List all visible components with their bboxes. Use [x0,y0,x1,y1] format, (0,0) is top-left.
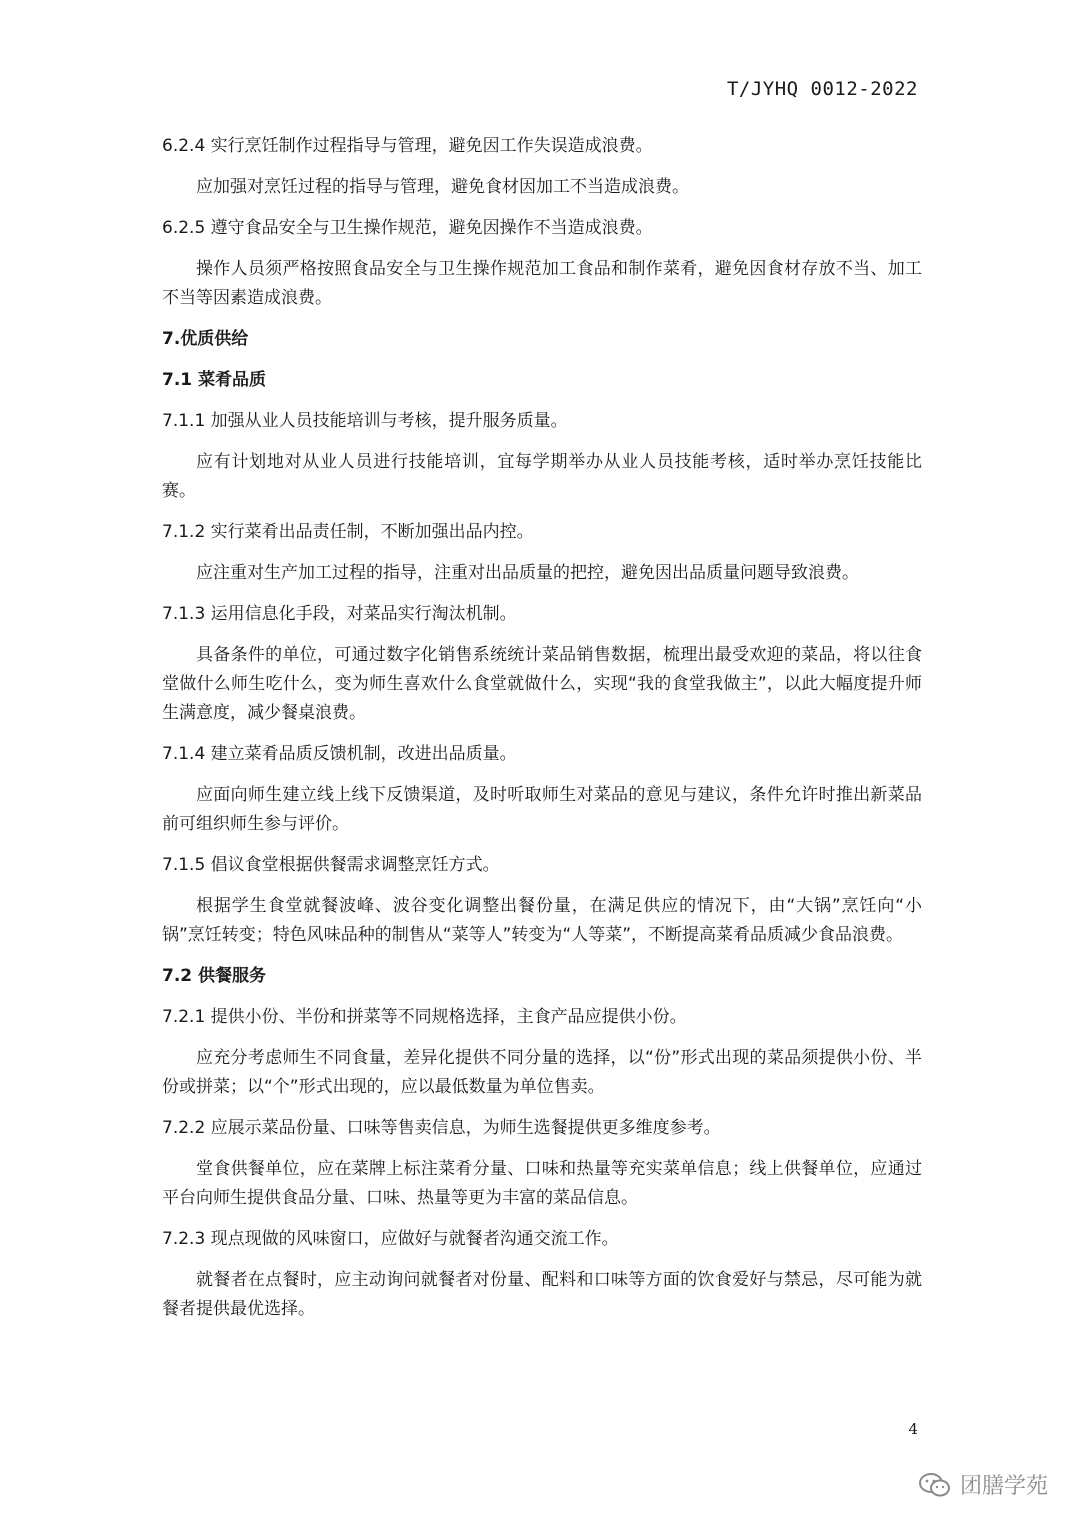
paragraph: 应面向师生建立线上线下反馈渠道，及时听取师生对菜品的意见与建议，条件允许时推出新菜品前可组织师生参与评价。 [162,785,922,834]
paragraph: 应加强对烹饪过程的指导与管理，避免食材因加工不当造成浪费。 [196,177,689,197]
section-heading: 7.2 供餐服务 [162,966,267,986]
clause-title: 7.1.1 加强从业人员技能培训与考核，提升服务质量。 [162,411,568,431]
clause-title: 7.1.2 实行菜肴出品责任制，不断加强出品内控。 [162,522,534,542]
paragraph: 操作人员须严格按照食品安全与卫生操作规范加工食品和制作菜肴，避免因食材存放不当、加工不当等因素造成浪费。 [162,259,922,308]
document-code: T/JYHQ 0012-2022 [726,78,918,100]
paragraph: 具备条件的单位，可通过数字化销售系统统计菜品销售数据，梳理出最受欢迎的菜品，将以往食堂做什么师生吃什么，变为师生喜欢什么食堂就做什么，实现“我的食堂我做主”，以此大幅度提升师生满意度，减少餐桌浪费。 [162,645,922,723]
paragraph: 应有计划地对从业人员进行技能培训，宜每学期举办从业人员技能考核，适时举办烹饪技能比赛。 [162,452,922,501]
paragraph: 堂食供餐单位，应在菜牌上标注菜肴分量、口味和热量等充实菜单信息；线上供餐单位，应通过平台向师生提供食品分量、口味、热量等更为丰富的菜品信息。 [162,1159,922,1208]
clause-title: 7.2.1 提供小份、半份和拼菜等不同规格选择，主食产品应提供小份。 [162,1007,687,1027]
clause-title: 6.2.5 遵守食品安全与卫生操作规范，避免因操作不当造成浪费。 [162,218,653,238]
clause-title: 7.1.5 倡议食堂根据供餐需求调整烹饪方式。 [162,855,500,875]
watermark [918,1469,1048,1500]
clause-title: 7.2.3 现点现做的风味窗口，应做好与就餐者沟通交流工作。 [162,1229,619,1249]
paragraph: 就餐者在点餐时，应主动询问就餐者对份量、配料和口味等方面的饮食爱好与禁忌，尽可能为就餐者提供最优选择。 [162,1270,922,1319]
paragraph: 应充分考虑师生不同食量，差异化提供不同分量的选择，以“份”形式出现的菜品须提供小份、半份或拼菜；以“个”形式出现的，应以最低数量为单位售卖。 [162,1048,922,1097]
clause-title: 6.2.4 实行烹饪制作过程指导与管理，避免因工作失误造成浪费。 [162,136,653,156]
paragraph: 应注重对生产加工过程的指导，注重对出品质量的把控，避免因出品质量问题导致浪费。 [196,563,859,583]
paragraph: 根据学生食堂就餐波峰、波谷变化调整出餐份量，在满足供应的情况下，由“大锅”烹饪向“小锅”烹饪转变；特色风味品种的制售从“菜等人”转变为“人等菜”，不断提高菜肴品质减少食品浪费。 [162,896,922,945]
watermark-text: 团膳学苑 [959,1474,1048,1499]
document-body [162,132,922,1336]
page-number: 4 [908,1420,918,1438]
clause-title: 7.1.3 运用信息化手段，对菜品实行淘汰机制。 [162,604,517,624]
section-heading: 7.1 菜肴品质 [162,370,267,390]
section-heading: 7.优质供给 [162,329,249,349]
clause-title: 7.1.4 建立菜肴品质反馈机制，改进出品质量。 [162,744,517,764]
clause-title: 7.2.2 应展示菜品份量、口味等售卖信息，为师生选餐提供更多维度参考。 [162,1118,721,1138]
wechat-icon [918,1472,952,1498]
